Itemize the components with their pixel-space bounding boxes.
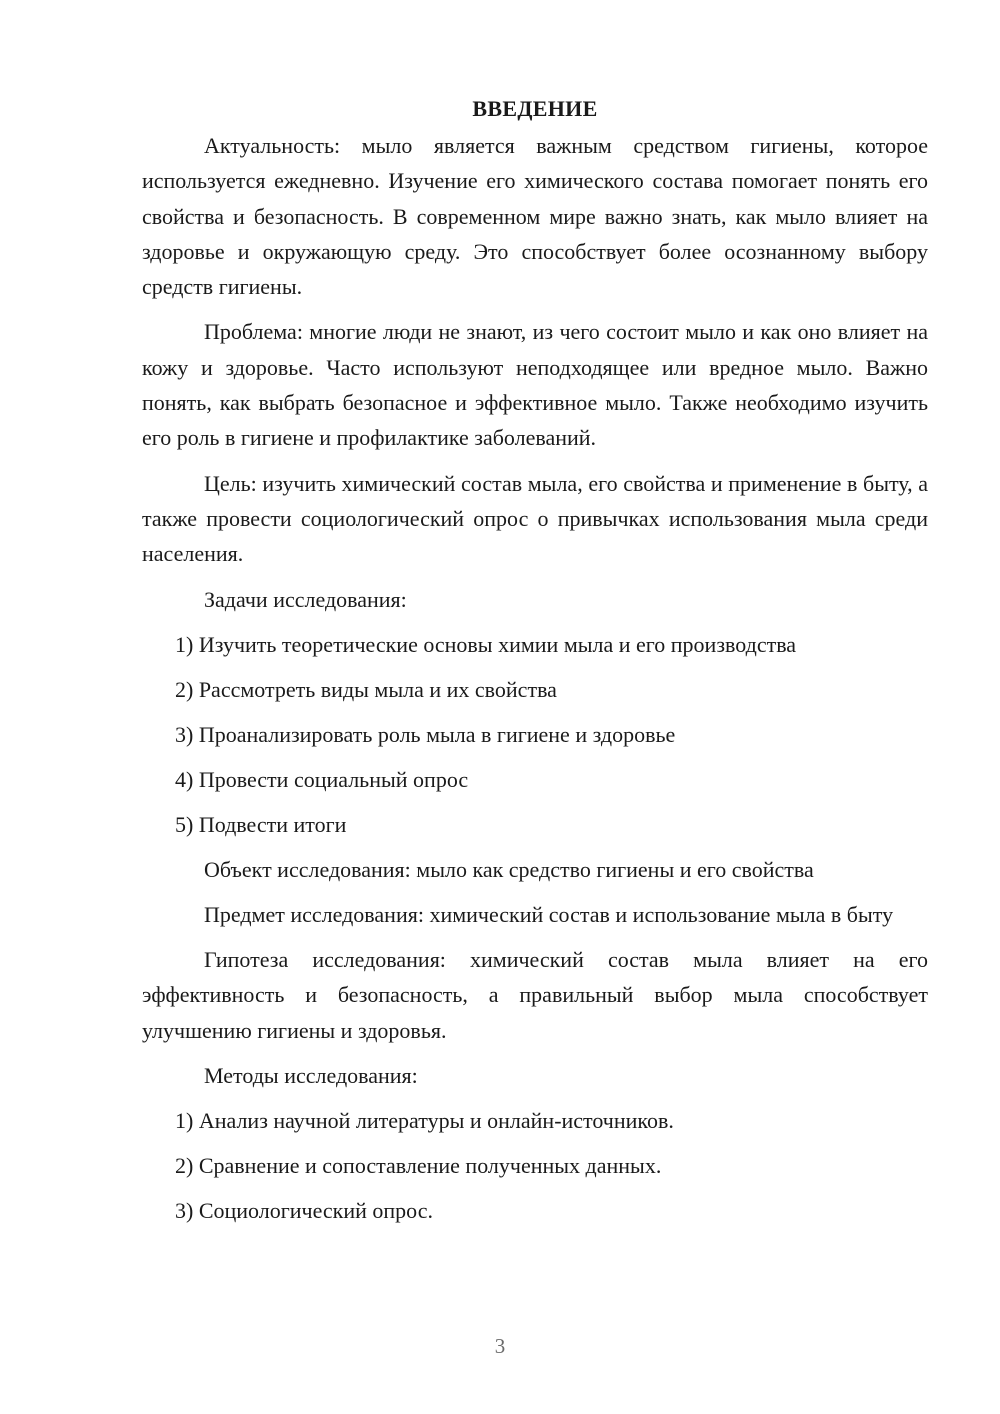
task-item: 2) Рассмотреть виды мыла и их свойства xyxy=(175,676,557,702)
relevance-paragraph: Актуальность: мыло является важным средством гигиены, которое используется ежедневно. Изучение его химического состава помогает понять его свойства и безопасность. В современном мире важно знать, как мыло влияет на здоровье и окружающую среду. Это способствует более осознанному выбору средств гигиены. xyxy=(142,133,928,300)
tasks-list xyxy=(142,627,928,842)
object-paragraph: Объект исследования: мыло как средство гигиены и его свойства xyxy=(204,856,814,882)
method-item: 1) Анализ научной литературы и онлайн-источников. xyxy=(175,1108,674,1134)
problem-paragraph: Проблема: многие люди не знают, из чего состоит мыло и как оно влияет на кожу и здоровье. Часто используют неподходящее или вредное мыло. Важно понять, как выбрать безопасное и эффективное мыло. Также необходимо изучить его роль в гигиене и профилактике заболеваний. xyxy=(142,319,928,451)
methods-list xyxy=(142,1103,928,1228)
page-number: 3 xyxy=(494,1334,506,1358)
method-item: 3) Социологический опрос. xyxy=(175,1198,433,1224)
hypothesis-paragraph: Гипотеза исследования: химический состав мыла влияет на его эффективность и безопасность, а правильный выбор мыла способствует улучшению гигиены и здоровья. xyxy=(142,947,928,1043)
document-page xyxy=(142,92,928,1238)
goal-paragraph: Цель: изучить химический состав мыла, его свойства и применение в быту, а также провести социологический опрос о привычках использования мыла среди населения. xyxy=(142,470,928,567)
subject-paragraph: Предмет исследования: химический состав и использование мыла в быту xyxy=(204,901,894,927)
methods-label: Методы исследования: xyxy=(204,1063,418,1089)
tasks-label: Задачи исследования: xyxy=(204,586,407,612)
method-item: 2) Сравнение и сопоставление полученных данных. xyxy=(175,1153,662,1179)
document-heading: ВВЕДЕНИЕ xyxy=(472,96,598,121)
task-item: 4) Провести социальный опрос xyxy=(175,766,469,792)
task-item: 1) Изучить теоретические основы химии мыла и его производства xyxy=(175,631,797,657)
task-item: 5) Подвести итоги xyxy=(175,811,347,837)
task-item: 3) Проанализировать роль мыла в гигиене и здоровье xyxy=(175,721,676,747)
